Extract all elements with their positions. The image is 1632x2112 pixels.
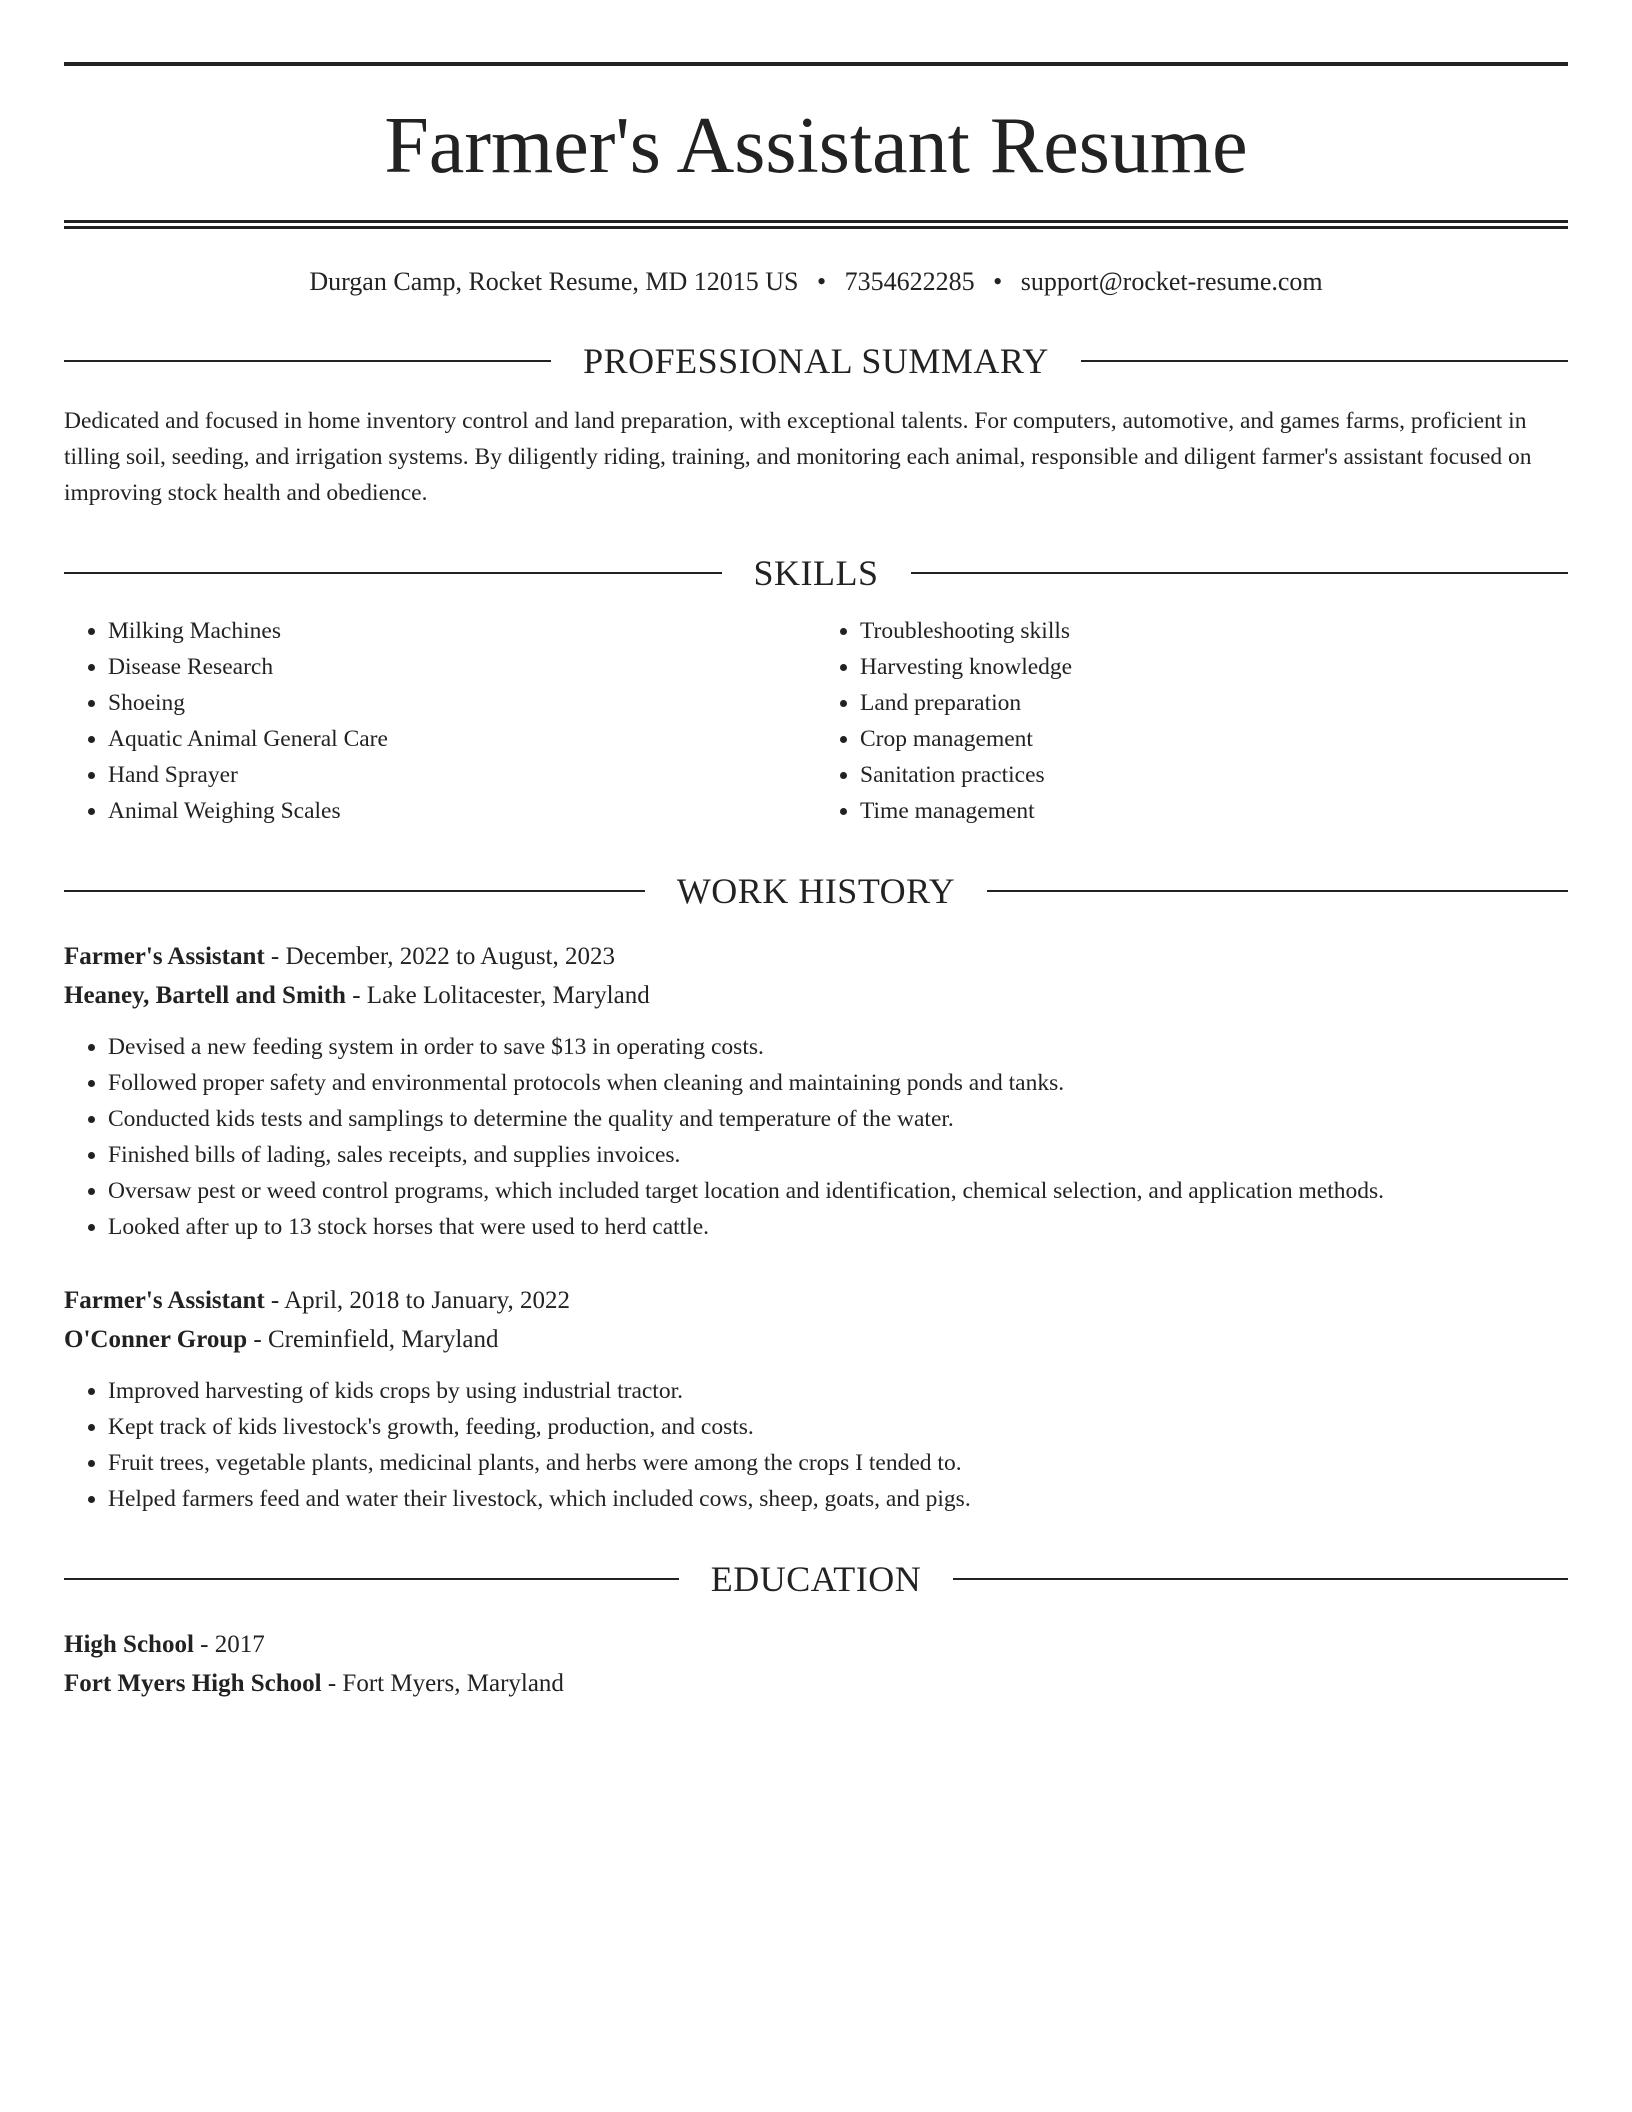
- duty-item: • Conducted kids tests and samplings to determine the quality and temperature of the water.: [108, 1101, 1568, 1137]
- job-company: Heaney, Bartell and Smith: [64, 982, 346, 1009]
- summary-heading-label: PROFESSIONAL SUMMARY: [583, 341, 1049, 381]
- duty-item: • Fruit trees, vegetable plants, medicinal plants, and herbs were among the crops I tended to.: [108, 1445, 1568, 1481]
- job-location: - Creminfield, Maryland: [247, 1326, 499, 1353]
- education-degree: High School: [64, 1631, 194, 1658]
- education-location: - Fort Myers, Maryland: [321, 1670, 564, 1697]
- heading-rule: [911, 572, 1569, 574]
- heading-rule: [953, 1578, 1568, 1580]
- skill-item: • Troubleshooting skills: [860, 613, 1568, 649]
- duty-item: • Followed proper safety and environmental protocols when cleaning and maintaining ponds and tanks.: [108, 1065, 1568, 1101]
- skill-item: • Disease Research: [108, 649, 816, 685]
- job-title-line: [64, 937, 1568, 976]
- duty-item: • Finished bills of lading, sales receipts, and supplies invoices.: [108, 1137, 1568, 1173]
- skill-item: • Shoeing: [108, 685, 816, 721]
- job-title: Farmer's Assistant: [64, 1287, 265, 1314]
- job-dates: - December, 2022 to August, 2023: [264, 943, 616, 970]
- duty-item: • Improved harvesting of kids crops by using industrial tractor.: [108, 1373, 1568, 1409]
- contact-separator: •: [993, 267, 1003, 296]
- contact-line: [64, 265, 1568, 299]
- skill-item: • Milking Machines: [108, 613, 816, 649]
- summary-section-heading: [64, 339, 1568, 383]
- job-duties: [64, 1029, 1568, 1245]
- skill-item: • Animal Weighing Scales: [108, 793, 816, 829]
- job-title-line: [64, 1281, 1568, 1320]
- job-location: - Lake Lolitacester, Maryland: [345, 982, 650, 1009]
- contact-separator: •: [817, 267, 827, 296]
- skill-item: • Hand Sprayer: [108, 757, 816, 793]
- top-rule: [64, 62, 1568, 66]
- contact-email: support@rocket-resume.com: [1020, 267, 1323, 296]
- contact-phone: 7354622285: [844, 267, 975, 296]
- skill-item: • Crop management: [860, 721, 1568, 757]
- skills-section-heading: [64, 551, 1568, 595]
- education-school-line: [64, 1664, 1568, 1703]
- job-entry: [64, 937, 1568, 1245]
- education-section-heading: [64, 1557, 1568, 1601]
- job-company-line: [64, 976, 1568, 1015]
- heading-rule: [64, 1578, 679, 1580]
- title-double-rule: [64, 220, 1568, 229]
- skills-list-right: [816, 613, 1568, 829]
- education-heading-label: EDUCATION: [710, 1559, 922, 1599]
- skill-item: • Land preparation: [860, 685, 1568, 721]
- education-entry: [64, 1625, 1568, 1703]
- job-company: O'Conner Group: [64, 1326, 248, 1353]
- education-degree-line: [64, 1625, 1568, 1664]
- job-company-line: [64, 1320, 1568, 1359]
- job-entry: [64, 1281, 1568, 1517]
- heading-rule: [64, 572, 722, 574]
- duty-item: • Oversaw pest or weed control programs, which included target location and identification, chemical selection, and application methods.: [108, 1173, 1568, 1209]
- duty-item: • Helped farmers feed and water their livestock, which included cows, sheep, goats, and pigs.: [108, 1481, 1568, 1517]
- duty-item: • Kept track of kids livestock's growth, feeding, production, and costs.: [108, 1409, 1568, 1445]
- education-year: - 2017: [193, 1631, 265, 1658]
- job-dates: - April, 2018 to January, 2022: [264, 1287, 570, 1314]
- education-school: Fort Myers High School: [64, 1670, 322, 1697]
- skill-item: • Sanitation practices: [860, 757, 1568, 793]
- skill-item: • Time management: [860, 793, 1568, 829]
- skill-item: • Harvesting knowledge: [860, 649, 1568, 685]
- heading-rule: [64, 890, 645, 892]
- job-duties: [64, 1373, 1568, 1517]
- heading-rule: [1081, 360, 1568, 362]
- contact-address: Durgan Camp, Rocket Resume, MD 12015 US: [309, 267, 799, 296]
- skill-item: • Aquatic Animal General Care: [108, 721, 816, 757]
- heading-rule: [64, 360, 551, 362]
- skills-list-left: [64, 613, 816, 829]
- summary-text: Dedicated and focused in home inventory control and land preparation, with exceptional talents. For computers, automotive, and games farms, proficient in tilling soil, seeding, and irrigation systems. By diligently riding, training, and monitoring each animal, responsible and diligent farmer's assistant focused on improving stock health and obedience.: [64, 408, 1532, 506]
- job-title: Farmer's Assistant: [64, 943, 265, 970]
- skills-heading-label: SKILLS: [753, 553, 879, 593]
- duty-item: • Looked after up to 13 stock horses that were used to herd cattle.: [108, 1209, 1568, 1245]
- skills-columns: [64, 613, 1568, 829]
- work-section-heading: [64, 869, 1568, 913]
- resume-title: Farmer's Assistant Resume: [384, 102, 1248, 190]
- work-heading-label: WORK HISTORY: [676, 871, 956, 911]
- duty-item: • Devised a new feeding system in order to save $13 in operating costs.: [108, 1029, 1568, 1065]
- heading-rule: [987, 890, 1568, 892]
